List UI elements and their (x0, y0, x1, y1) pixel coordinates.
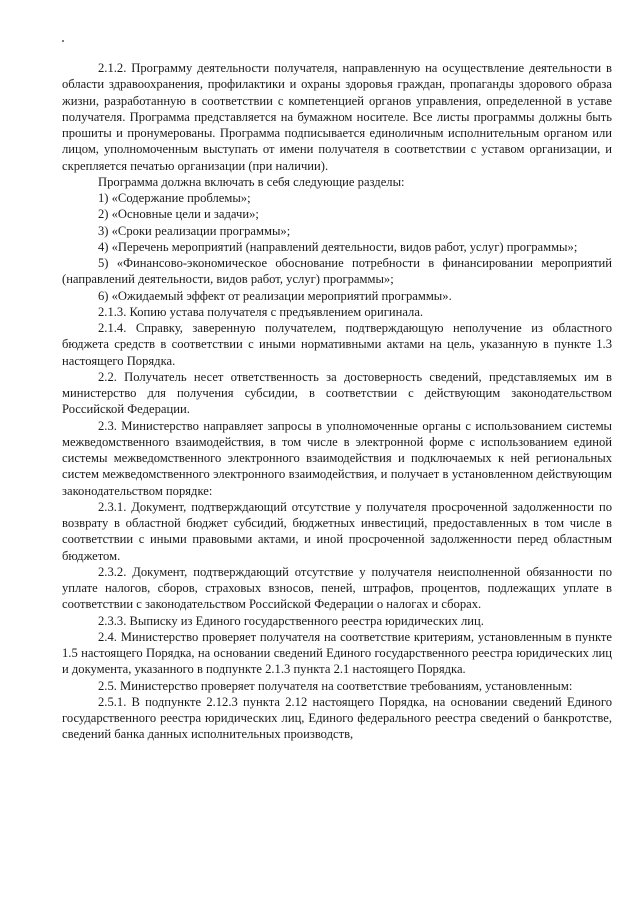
paragraph-2-1-2: 2.1.2. Программу деятельности получателя, направленную на осуществление деятельности в области здравоохранения, профилактики и охраны здоровья граждан, пропаганды здорового образа жизни, разработанную в соответствии с компетенцией органов управления, определенной в уставе получателя. Программа представляется на бумажном носителе. Все листы программы должны быть прошиты и пронумерованы. Программа подписывается единоличным исполнительным органом или лицом, уполномоченным выступать от имени получателя в соответствии с уставом организации, и скрепляется печатью организации (при наличии). (62, 61, 612, 173)
paragraph-2-5: 2.5. Министерство проверяет получателя на соответствие требованиям, установленным: (98, 678, 573, 693)
paragraph-2-3-3: 2.3.3. Выписку из Единого государственного реестра юридических лиц. (98, 613, 484, 628)
list-item-2: 2) «Основные цели и задачи»; (98, 207, 259, 222)
list-item-6: 6) «Ожидаемый эффект от реализации мероприятий программы». (98, 288, 452, 303)
paragraph-2-3: 2.3. Министерство направляет запросы в уполномоченные органы с использованием системы межведомственного взаимодействия, в том числе в электронной форме с использованием единой системы межведомственного электронного взаимодействия и подключаемых к ней региональных систем межведомственного электронного взаимодействия, и получает в установленном действующим законодательством порядке: (62, 418, 612, 498)
paragraph-2-3-2: 2.3.2. Документ, подтверждающий отсутствие у получателя неисполненной обязанности по уплате налогов, сборов, страховых взносов, пеней, штрафов, процентов, подлежащих уплате в соответствии с законодательством Российской Федерации о налогах и сборах. (62, 564, 612, 612)
paragraph-2-4: 2.4. Министерство проверяет получателя на соответствие критериям, установленным в пункте 1.5 настоящего Порядка, на основании сведений Единого государственного реестра юридических лиц и документа, указанного в подпункте 2.1.3 пункта 2.1 настоящего Порядка. (62, 629, 612, 677)
list-item-5: 5) «Финансово-экономическое обоснование потребности в финансировании мероприятий (направлений деятельности, видов работ, услуг) программы»; (62, 256, 612, 287)
list-item-3: 3) «Сроки реализации программы»; (98, 223, 291, 238)
document-body (62, 60, 612, 743)
paragraph-2-5-1: 2.5.1. В подпункте 2.12.3 пункта 2.12 настоящего Порядка, на основании сведений Единого государственного реестра юридических лиц, Единого федерального реестра сведений о банкротстве, сведений банка данных исполнительных производств, (62, 694, 612, 742)
list-item-4: 4) «Перечень мероприятий (направлений деятельности, видов работ, услуг) программы»; (98, 239, 578, 254)
paragraph-sections-intro: Программа должна включать в себя следующие разделы: (98, 174, 405, 189)
paragraph-2-3-1: 2.3.1. Документ, подтверждающий отсутствие у получателя просроченной задолженности по возврату в областной бюджет субсидий, бюджетных инвестиций, предоставленных в том числе в соответствии с иными правовыми актами, и иной просроченной задолженности перед областным бюджетом. (62, 499, 612, 563)
paragraph-2-1-3: 2.1.3. Копию устава получателя с предъявлением оригинала. (98, 304, 424, 319)
paragraph-2-1-4: 2.1.4. Справку, заверенную получателем, подтверждающую неполучение из областного бюджета средств в соответствии с иными нормативными актами на цель, указанную в пункте 1.3 настоящего Порядка. (62, 321, 612, 368)
scan-speck (62, 40, 64, 42)
paragraph-2-2: 2.2. Получатель несет ответственность за достоверность сведений, представляемых им в министерство для получения субсидии, в соответствии с действующим законодательством Российской Федерации. (62, 369, 612, 417)
list-item-1: 1) «Содержание проблемы»; (98, 191, 251, 205)
